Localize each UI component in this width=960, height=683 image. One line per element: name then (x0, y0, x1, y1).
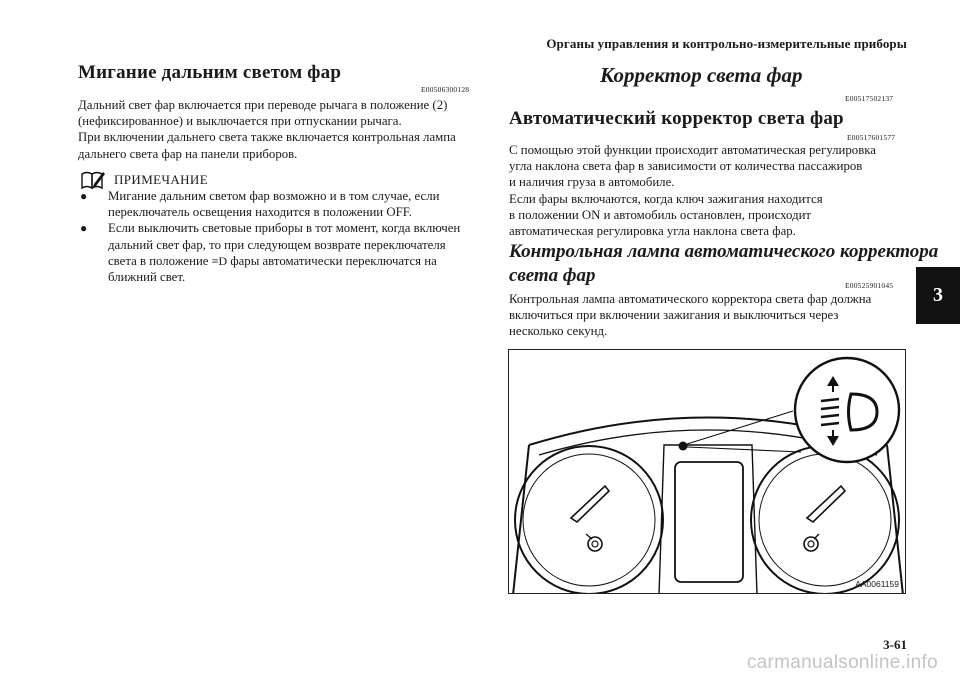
pencil-book-icon (80, 170, 106, 190)
text-line: дальний свет фар, то при следующем возврате переключателя (108, 237, 446, 252)
instrument-cluster-figure (508, 349, 906, 594)
running-header: Органы управления и контрольно-измерительные приборы (546, 36, 907, 51)
text-line: Контрольная лампа автоматического корректора света фар должна (509, 292, 872, 306)
text-fragment: света в положение (108, 253, 209, 268)
text-line: С помощью этой функции происходит автоматическая регулировка (509, 143, 876, 157)
page-number: 3-61 (883, 637, 907, 652)
subsection-title-auto-leveling: Автоматический корректор света фар (509, 108, 844, 129)
note-header (80, 170, 208, 190)
watermark: carmanualsonline.info (746, 652, 938, 673)
text-line: Мигание дальним светом фар возможно и в том случае, если (108, 189, 440, 203)
high-beam-paragraph (78, 97, 478, 162)
bullet-icon: ● (80, 221, 88, 236)
text-line: в положении ON и автомобиль остановлен, происходит (509, 207, 812, 222)
note-title: ПРИМЕЧАНИЕ (114, 172, 209, 187)
section-title-high-beam-flash: Мигание дальним светом фар (78, 62, 342, 83)
indicator-paragraph (509, 291, 909, 340)
text-line: ближний свет. (108, 270, 186, 285)
text-line: При включении дальнего света также включается контрольная лампа (78, 130, 456, 145)
note-item (80, 220, 480, 285)
chapter-tab: 3 (916, 267, 960, 324)
subsection-code: E00517601577 (847, 133, 896, 142)
figure-code: AA0061159 (855, 579, 899, 589)
title-line: света фар (509, 265, 596, 286)
note-list (80, 188, 480, 285)
text-line: угла наклона света фар в зависимости от количества пассажиров (509, 159, 863, 174)
text-line (108, 253, 480, 269)
text-line: Дальний свет фар включается при переводе рычага в положение (2) (78, 98, 448, 112)
text-line: автоматическая регулировка угла наклона света фар. (509, 224, 796, 239)
text-line: переключатель освещения находится в положении OFF. (108, 205, 412, 220)
section-code: E00517502137 (845, 94, 894, 103)
text-line: и наличия груза в автомобиле. (509, 175, 675, 190)
note-item (80, 188, 480, 220)
subsection-code: E00525901045 (845, 281, 894, 290)
section-code: E00506300128 (421, 85, 470, 94)
text-line: Если фары включаются, когда ключ зажигания находится (509, 191, 823, 206)
text-line: несколько секунд. (509, 324, 608, 339)
text-line: включиться при включении зажигания и выключиться через (509, 308, 839, 323)
auto-leveling-paragraph (509, 142, 909, 239)
text-fragment: фары автоматически переключатся на (230, 253, 437, 268)
section-title-leveling: Корректор света фар (600, 63, 803, 87)
title-line: Контрольная лампа автоматического корректора (509, 241, 939, 262)
headlight-low-beam-icon: ≡D (211, 253, 228, 268)
text-line: Если выключить световые приборы в тот момент, когда включен (108, 221, 461, 236)
instrument-cluster-illustration (509, 350, 906, 594)
text-line: (нефиксированное) и выключается при отпускании рычага. (78, 114, 402, 129)
bullet-icon: ● (80, 189, 88, 203)
text-line: дальнего света фар на панели приборов. (78, 146, 298, 161)
